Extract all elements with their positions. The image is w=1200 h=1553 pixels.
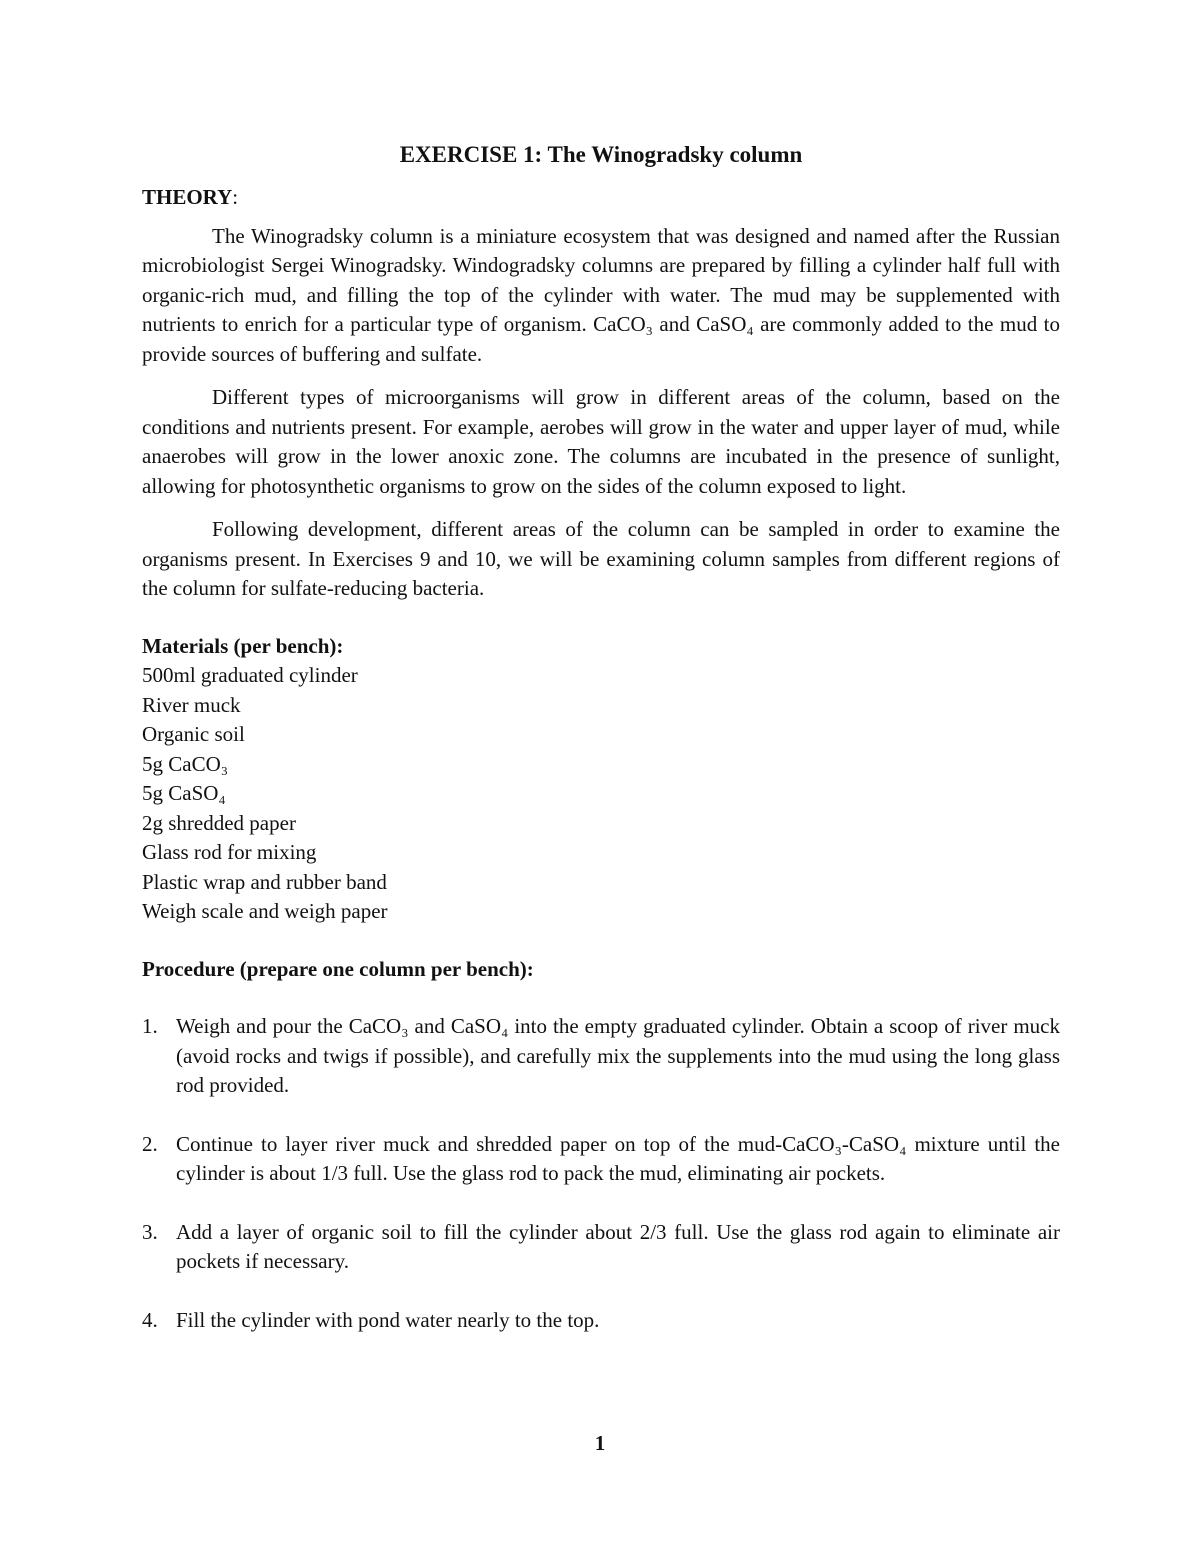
step-number: 2. (142, 1131, 158, 1156)
materials-item: Glass rod for mixing (142, 840, 317, 864)
step-number: 1. (142, 1014, 158, 1038)
procedure-step (142, 1012, 1060, 1101)
procedure-steps (142, 1012, 1060, 1335)
materials-item: 5g CaCO₃ (142, 751, 229, 776)
step-text: Add a layer of organic soil to fill the cylinder about 2/3 full. Use the glass rod again to eliminate air pockets if necessary. (176, 1219, 1060, 1273)
page-number: 1 (594, 1431, 606, 1455)
materials-item: 2g shredded paper (142, 810, 296, 835)
materials-item: Plastic wrap and rubber band (142, 869, 387, 894)
document-page (142, 140, 1060, 1364)
theory-paragraph-3: Following development, different areas of the column can be sampled in order to examine the organisms present. In Exercises 9 and 10, we will be examining column samples from different regions of the column for sulfate-reducing bacteria. (142, 517, 1060, 600)
procedure-step (142, 1306, 1060, 1336)
page-title: EXERCISE 1: The Winogradsky column (399, 142, 803, 167)
materials-item: River muck (142, 692, 241, 717)
theory-paragraph-1: The Winogradsky column is a miniature ecosystem that was designed and named after the Russian microbiologist Sergei Winogradsky. Windogradsky columns are prepared by filling a cylinder half full with organic-rich mud, and filling the top of the cylinder with water. The mud may be supplemented with nutrients to enrich for a particular type of organism. CaCO₃ and CaSO₄ are commonly added to the mud to provide sources of buffering and sulfate. (142, 223, 1060, 366)
step-number: 3. (142, 1219, 158, 1244)
step-text: Weigh and pour the CaCO₃ and CaSO₄ into the empty graduated cylinder. Obtain a scoop of river muck (avoid rocks and twigs if possible), and carefully mix the supplements into the mud using the long glass rod provided. (176, 1014, 1060, 1097)
step-number: 4. (142, 1307, 158, 1332)
theory-paragraph-2: Different types of microorganisms will grow in different areas of the column, based on the conditions and nutrients present. For example, aerobes will grow in the water and upper layer of mud, while anaerobes will grow in the lower anoxic zone. The columns are incubated in the presence of sunlight, allowing for photosynthetic organisms to grow on the sides of the column exposed to light. (142, 385, 1060, 498)
procedure-step (142, 1218, 1060, 1277)
materials-heading: Materials (per bench): (142, 633, 344, 658)
theory-heading-colon: : (232, 185, 239, 209)
step-text: Fill the cylinder with pond water nearly to the top. (176, 1307, 600, 1332)
materials-item: Weigh scale and weigh paper (142, 899, 388, 923)
materials-item: Organic soil (142, 722, 245, 746)
step-text: Continue to layer river muck and shredded paper on top of the mud-CaCO₃-CaSO₄ mixture until the cylinder is about 1/3 full. Use the glass rod to pack the mud, eliminating air pockets. (176, 1131, 1060, 1185)
theory-heading (142, 183, 1060, 213)
procedure-step (142, 1130, 1060, 1189)
theory-heading-label: THEORY (142, 185, 233, 209)
materials-item: 500ml graduated cylinder (142, 663, 358, 687)
procedure-heading: Procedure (prepare one column per bench): (142, 956, 534, 981)
materials-item: 5g CaSO₄ (142, 781, 226, 805)
materials-list (142, 661, 1060, 927)
